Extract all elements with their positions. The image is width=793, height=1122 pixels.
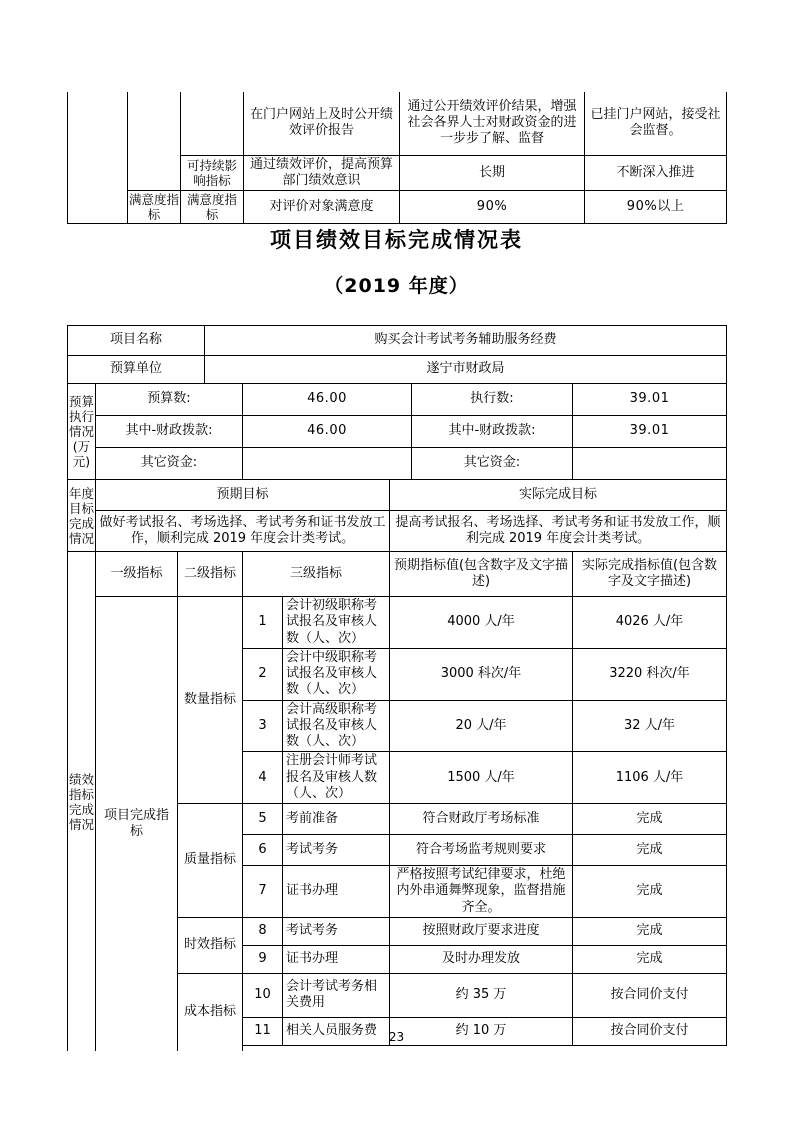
- annual-goal-section-cell: 年度目标完成情况: [68, 480, 96, 552]
- indicator-name: 会计考试考务相关费用: [283, 973, 390, 1017]
- budget-row0-value1-cell: 46.00: [243, 384, 412, 416]
- indicator-name: 证书办理: [283, 945, 390, 973]
- actual-value-header-cell: 实际完成指标值(包含数字及文字描述): [573, 552, 727, 597]
- level3-header-cell: 三级指标: [243, 552, 390, 597]
- budget-unit-label-cell: 预算单位: [68, 356, 205, 384]
- indicator-expected: 1500 人/年: [390, 752, 573, 804]
- level1-indicator-cell: 项目完成指标: [96, 597, 178, 1052]
- indicator-num: 9: [243, 945, 283, 973]
- indicator-actual: 4026 人/年: [573, 597, 727, 649]
- project-name-value-cell: 购买会计考试考务辅助服务经费: [205, 326, 727, 356]
- continuation-table: [67, 92, 727, 224]
- budget-row2-label1-cell: 其它资金:: [96, 448, 243, 480]
- group-cost-cell: 成本指标: [178, 973, 243, 1051]
- budget-row0-value2-cell: 39.01: [573, 384, 727, 416]
- indicator-expected: 严格按照考试纪律要求，杜绝内外串通舞弊现象，监督措施齐全。: [390, 866, 573, 918]
- cont-level2-empty-cell: [181, 92, 244, 155]
- indicator-actual: 完成: [573, 804, 727, 835]
- cont-impact-detail-cell: 在门户网站上及时公开绩效评价报告: [244, 92, 400, 155]
- group-quantity-cell: 数量指标: [178, 597, 243, 804]
- indicator-num: 3: [243, 700, 283, 752]
- indicator-num: 4: [243, 752, 283, 804]
- indicator-name: 会计初级职称考试报名及审核人数（人、次）: [283, 597, 390, 649]
- cont-satisfaction-expected-cell: 90%: [400, 191, 585, 224]
- indicator-name: 证书办理: [283, 866, 390, 918]
- budget-row1-label1-cell: 其中-财政拨款:: [96, 416, 243, 448]
- indicator-actual: 完成: [573, 917, 727, 945]
- level1-header-cell: 一级指标: [96, 552, 178, 597]
- budget-row0-label1-cell: 预算数:: [96, 384, 243, 416]
- indicator-expected: 约 10 万: [390, 1017, 573, 1045]
- actual-goal-cell: 提高考试报名、考场选择、考试考务和证书发放工作，顺利完成 2019 年度会计类考试。: [390, 511, 727, 552]
- indicator-num: 11: [243, 1017, 283, 1045]
- indicator-expected: 约 35 万: [390, 973, 573, 1017]
- indicator-name: 相关人员服务费: [283, 1017, 390, 1045]
- indicator-actual: 完成: [573, 866, 727, 918]
- project-name-label-cell: 项目名称: [68, 326, 205, 356]
- page-title: 项目绩效目标完成情况表: [270, 228, 523, 252]
- indicator-name: 考试考务: [283, 835, 390, 866]
- perf-section-cell: 绩效指标完成情况: [68, 552, 96, 1052]
- cont-section-cell: [68, 92, 128, 224]
- cont-satisfaction-detail-cell: 对评价对象满意度: [244, 191, 400, 224]
- indicator-name: 考前准备: [283, 804, 390, 835]
- indicator-num: 8: [243, 917, 283, 945]
- indicator-name: 注册会计师考试报名及审核人数（人、次）: [283, 752, 390, 804]
- cont-level1-empty-cell: [128, 92, 181, 191]
- indicator-num: 2: [243, 648, 283, 700]
- budget-row0-label2-cell: 执行数:: [412, 384, 573, 416]
- indicator-num: 1: [243, 597, 283, 649]
- budget-row1-value2-cell: 39.01: [573, 416, 727, 448]
- indicator-name: 会计高级职称考试报名及审核人数（人、次）: [283, 700, 390, 752]
- main-table: [67, 325, 727, 1051]
- cont-impact-expected-cell: 通过公开绩效评价结果，增强社会各界人士对财政资金的进一步步了解、监督: [400, 92, 585, 155]
- indicator-name: 会计中级职称考试报名及审核人数（人、次）: [283, 648, 390, 700]
- indicator-num: 7: [243, 866, 283, 918]
- budget-row2-value1-cell: [243, 448, 412, 480]
- cont-sustain-detail-cell: 通过绩效评价，提高预算部门绩效意识: [244, 155, 400, 191]
- page-number: 23: [388, 1030, 405, 1044]
- indicator-actual: 3220 科次/年: [573, 648, 727, 700]
- indicator-actual: 按合同价支付: [573, 1017, 727, 1045]
- indicator-actual: 完成: [573, 945, 727, 973]
- group-quality-cell: 质量指标: [178, 804, 243, 918]
- indicator-expected: 符合考场监考规则要求: [390, 835, 573, 866]
- page-subtitle: （2019 年度）: [324, 275, 469, 297]
- indicator-num: 10: [243, 973, 283, 1017]
- cont-sustain-level2-cell: 可持续影响指标: [181, 155, 244, 191]
- indicator-actual: 完成: [573, 835, 727, 866]
- cont-satisfaction-level2-cell: 满意度指标: [181, 191, 244, 224]
- group-time-cell: 时效指标: [178, 917, 243, 973]
- budget-row1-label2-cell: 其中-财政拨款:: [412, 416, 573, 448]
- indicator-expected: 4000 人/年: [390, 597, 573, 649]
- indicator-actual: 按合同价支付: [573, 973, 727, 1017]
- level2-header-cell: 二级指标: [178, 552, 243, 597]
- indicator-actual: 1106 人/年: [573, 752, 727, 804]
- expected-value-header-cell: 预期指标值(包含数字及文字描述): [390, 552, 573, 597]
- indicator-expected: 20 人/年: [390, 700, 573, 752]
- indicator-num: 5: [243, 804, 283, 835]
- cont-impact-actual-cell: 已挂门户网站，接受社会监督。: [585, 92, 727, 155]
- budget-row2-label2-cell: 其它资金:: [412, 448, 573, 480]
- budget-exec-section-cell: 预算执行情况(万元): [68, 384, 96, 480]
- indicator-name: 考试考务: [283, 917, 390, 945]
- expected-goal-header-cell: 预期目标: [96, 480, 390, 511]
- cont-sustain-expected-cell: 长期: [400, 155, 585, 191]
- cont-satisfaction-level1-cell: 满意度指标: [129, 192, 180, 222]
- indicator-num: 6: [243, 835, 283, 866]
- indicator-expected: 符合财政厅考场标准: [390, 804, 573, 835]
- cont-satisfaction-actual-cell: 90%以上: [585, 191, 727, 224]
- indicator-expected: 按照财政厅要求进度: [390, 917, 573, 945]
- indicator-actual: 32 人/年: [573, 700, 727, 752]
- indicator-expected: 3000 科次/年: [390, 648, 573, 700]
- expected-goal-cell: 做好考试报名、考场选择、考试考务和证书发放工作，顺利完成 2019 年度会计类考试。: [96, 511, 390, 552]
- budget-unit-value-cell: 遂宁市财政局: [205, 356, 727, 384]
- cont-sustain-actual-cell: 不断深入推进: [585, 155, 727, 191]
- budget-row1-value1-cell: 46.00: [243, 416, 412, 448]
- actual-goal-header-cell: 实际完成目标: [390, 480, 727, 511]
- indicator-expected: 及时办理发放: [390, 945, 573, 973]
- budget-row2-value2-cell: [573, 448, 727, 480]
